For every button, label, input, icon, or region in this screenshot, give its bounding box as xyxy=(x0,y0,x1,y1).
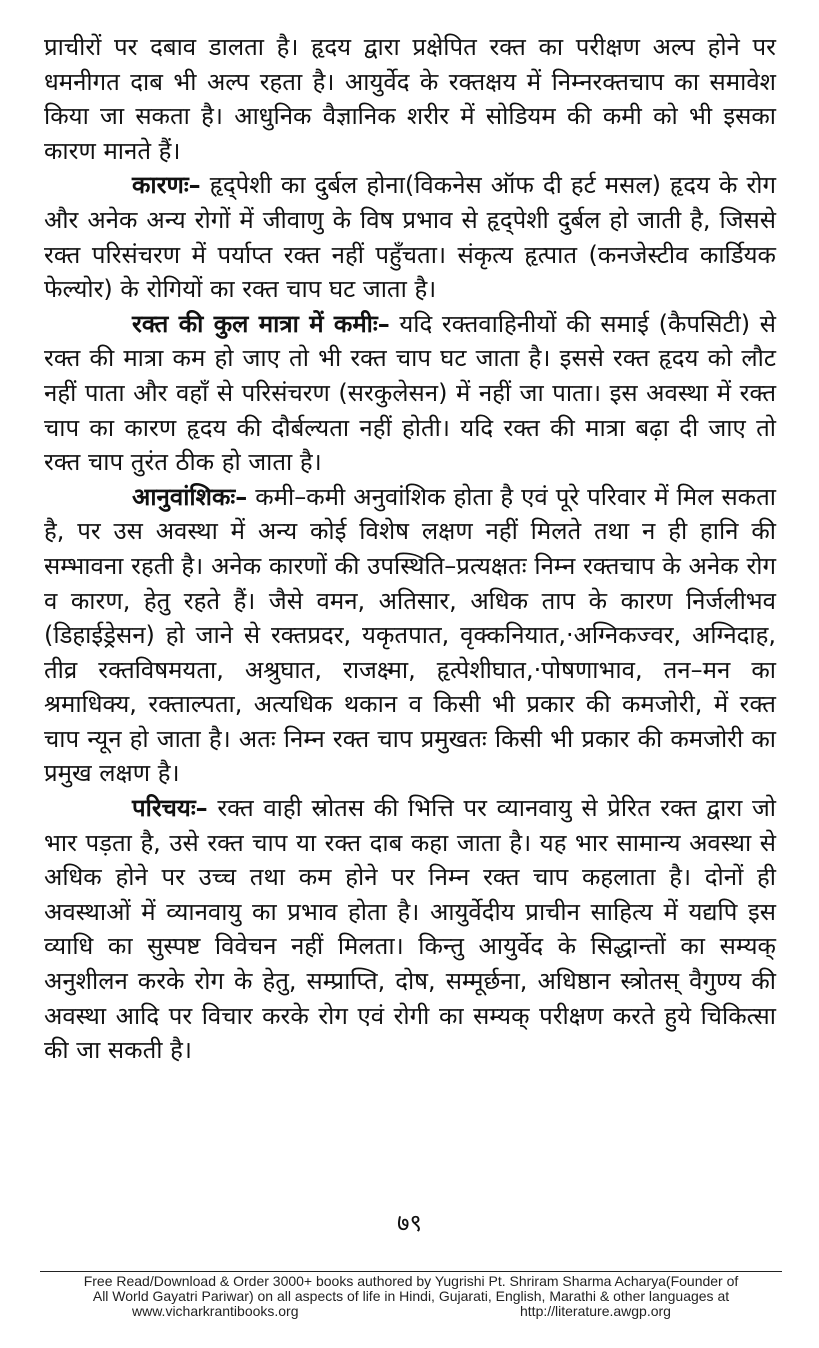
footer-link-literature[interactable]: http://literature.awgp.org xyxy=(520,1303,671,1319)
footer-links xyxy=(40,1304,782,1320)
paragraph-text: रक्त वाही स्रोतस की भित्ति पर व्यानवायु से प्रेरित रक्त द्वारा जो भार पड़ता है, उसे रक्त चाप या रक्त दाब कहा जाता है। यह भार सामान्य अवस्था से अधिक होने पर उच्च तथा कम होने पर निम्न रक्त चाप कहलाता है। दोनों ही अवस्थाओं में व्यानवायु का प्रभाव होता है। आयुर्वेदीय प्राचीन साहित्य में यद्यपि इस व्याधि का सुस्पष्ट विवेचन नहीं मिलता। किन्तु आयुर्वेद के सिद्धान्तों का सम्यक् अनुशीलन करके रोग के हेतु, सम्प्राप्ति, दोष, सम्मूर्छना, अधिष्ठान स्त्रोतस् वैगुण्य की अवस्था आदि पर विचार करके रोग एवं रोगी का सम्यक् परीक्षण करते हुये चिकित्सा की जा सकती है। xyxy=(44,794,776,1065)
footer-divider xyxy=(40,1271,782,1272)
paragraph-text: हृद्पेशी का दुर्बल होना(विकनेस ऑफ दी हर्ट मसल) हृदय के रोग और अनेक अन्य रोगों में जीवाणु के विष प्रभाव से हृद्पेशी दुर्बल हो जाती है, जिससे रक्त परिसंचरण में पर्याप्त रक्त नहीं पहुँचता। संकृत्य हृत्पात (कनजेस्टीव कार्डियक फेल्योर) के रोगियों का रक्त चाप घट जाता है। xyxy=(44,171,776,304)
footer-line-2: All World Gayatri Pariwar) on all aspects of life in Hindi, Gujarati, English, Marathi & other languages at xyxy=(92,1288,730,1304)
paragraph-heading: रक्त की कुल मात्रा में कमीः– xyxy=(132,309,390,338)
page-number: ७९ xyxy=(397,1209,422,1237)
paragraph-blood-volume xyxy=(44,307,776,480)
paragraph-introduction xyxy=(44,791,776,1068)
paragraph-text: यदि रक्तवाहिनीयों की समाई (कैपसिटी) से रक्त की मात्रा कम हो जाए तो भी रक्त चाप घट जाता है। इससे रक्त हृदय को लौट नहीं पाता और वहाँ से परिसंचरण (सरकुलेसन) में नहीं जा पाता। इस अवस्था में रक्त चाप का कारण हृदय की दौर्बल्यता नहीं होती। यदि रक्त की मात्रा बढ़ा दी जाए तो रक्त चाप तुरंत ठीक हो जाता है। xyxy=(44,309,776,477)
paragraph-heading: कारणः– xyxy=(132,171,201,200)
paragraph-hereditary xyxy=(44,480,776,791)
paragraph-text: प्राचीरों पर दबाव डालता है। हृदय द्वारा प्रक्षेपित रक्त का परीक्षण अल्प होने पर धमनीगत दाब भी अल्प रहता है। आयुर्वेद के रक्तक्षय में निम्नरक्तचाप का समावेश किया जा सकता है। आधुनिक वैज्ञानिक शरीर में सोडियम की कमी को भी इसका कारण मानते हैं। xyxy=(44,33,776,165)
footer xyxy=(40,1274,782,1320)
paragraph-intro xyxy=(44,30,776,168)
paragraph-text: कमी–कमी अनुवांशिक होता है एवं पूरे परिवार में मिल सकता है, पर उस अवस्था में अन्य कोई विशेष लक्षण नहीं मिलते तथा न ही हानि की सम्भावना रहती है। अनेक कारणों की उपस्थिति–प्रत्यक्षतः निम्न रक्तचाप के अनेक रोग व कारण, हेतु रहते हैं। जैसे वमन, अतिसार, अधिक ताप के कारण निर्जलीभव (डिहाईड्रेसन) हो जाने से रक्तप्रदर, यकृतपात, वृक्कनियात,·अग्निकज्वर, अग्निदाह, तीव्र रक्तविषमयता, अश्रुघात, राजक्ष्मा, हृत्पेशीघात,·पोषणाभाव, तन–मन का श्रमाधिक्य, रक्ताल्पता, अत्यधिक थकान व किसी भी प्रकार की कमजोरी, में रक्त चाप न्यून हो जाता है। अतः निम्न रक्त चाप प्रमुखतः किसी भी प्रकार की कमजोरी का प्रमुख लक्षण है। xyxy=(44,482,776,788)
paragraph-heading: आनुवांशिकः– xyxy=(132,482,248,511)
footer-link-vicharkranti[interactable]: www.vicharkrantibooks.org xyxy=(132,1303,299,1319)
footer-line-1: Free Read/Download & Order 3000+ books authored by Yugrishi Pt. Shriram Sharma Acharya(Founder of xyxy=(83,1273,739,1289)
paragraph-causes xyxy=(44,168,776,306)
page-body xyxy=(44,30,776,1068)
paragraph-heading: परिचयः– xyxy=(132,794,208,823)
